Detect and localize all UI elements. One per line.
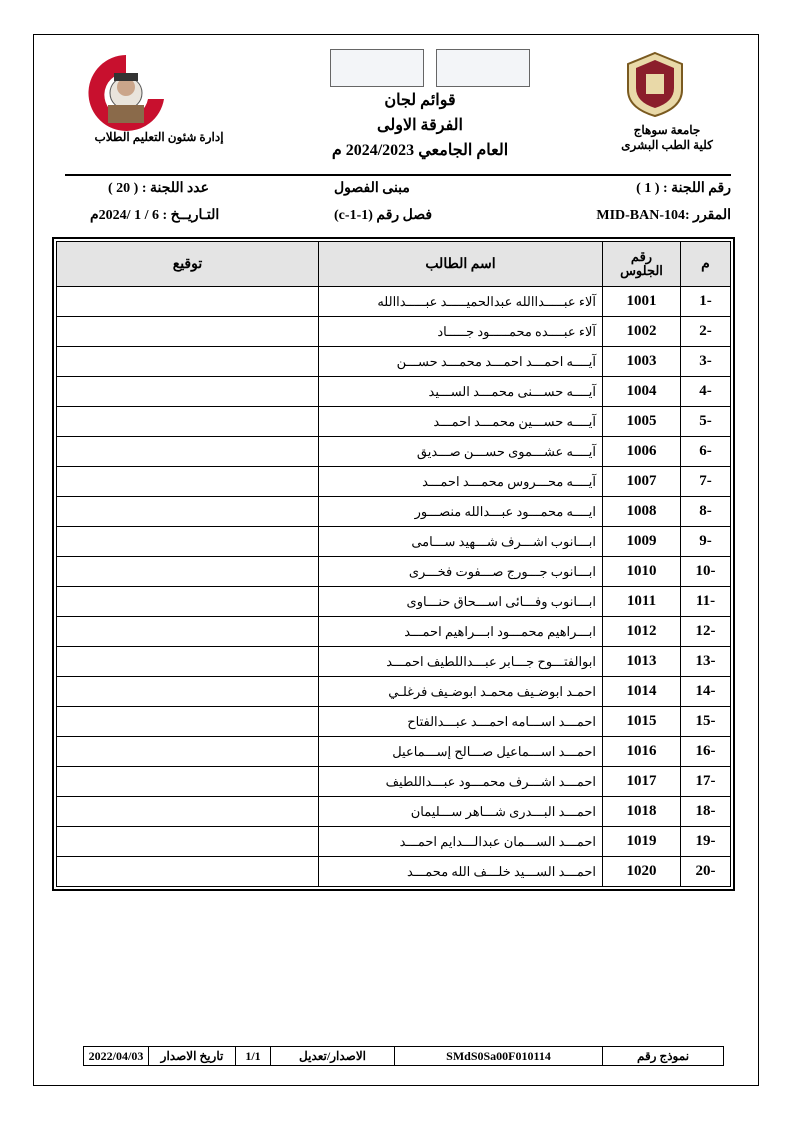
seat-number: 1007 [603,467,681,497]
student-name: آيــــه محـــروس محمـــد احمـــد [319,467,603,497]
course-code: المقرر :MID-BAN-104 [596,208,731,223]
signature-cell[interactable] [57,767,319,797]
issue-date-label: تاريخ الاصدار [148,1047,235,1065]
table-row [57,437,731,467]
table-row [57,797,731,827]
student-name: احمـــد الســـيد خلـــف الله محمـــد [319,857,603,887]
table-row [57,707,731,737]
seat-number: 1017 [603,767,681,797]
revision-value: 1/1 [235,1047,270,1065]
student-name: احمـــد اســـماعيل صـــالح إســـماعيل [319,737,603,767]
committee-number: رقم اللجنة : ( 1 ) [636,181,731,196]
student-name: آيــــه احمـــد احمـــد محمـــد حســـن [319,347,603,377]
table-row [57,647,731,677]
table-row [57,617,731,647]
row-index: -2 [681,317,731,347]
student-name: احمـــد اســـامه احمـــد عبـــدالفتاح [319,707,603,737]
signature-cell[interactable] [57,587,319,617]
row-index: -7 [681,467,731,497]
row-index: -19 [681,827,731,857]
student-name: احمـــد اشـــرف محمـــود عبـــداللطيف [319,767,603,797]
row-index: -6 [681,437,731,467]
student-name: آيــــه عشـــموى حســـن صـــديق [319,437,603,467]
exam-date: التـاريــخ : 6 / 1 /2024م [90,208,220,223]
seat-number: 1005 [603,407,681,437]
row-index: -12 [681,617,731,647]
student-name: احمـــد البـــدرى شـــاهر ســـليمان [319,797,603,827]
student-name: آيــــه حســـنى محمـــد الســـيد [319,377,603,407]
signature-cell[interactable] [57,857,319,887]
signature-cell[interactable] [57,737,319,767]
signature-header: توقيع [57,242,319,287]
table-row [57,377,731,407]
signature-cell[interactable] [57,647,319,677]
class-number: فصل رقم (1-1-c) [334,208,433,223]
table-row [57,407,731,437]
row-index: -17 [681,767,731,797]
student-name: ابـــراهيم محمـــود ابـــراهيم احمـــد [319,617,603,647]
faculty-name: كلية الطب البشرى [621,138,713,152]
signature-cell[interactable] [57,287,319,317]
university-name: جامعة سوهاج [633,123,701,137]
title-year-group: الفرقة الاولى [377,117,463,134]
form-footer [83,1046,724,1066]
student-name-header: اسم الطالب [319,242,603,287]
student-name: احمـــد الســـمان عبدالـــدايم احمـــد [319,827,603,857]
seat-number: 1014 [603,677,681,707]
row-index: -9 [681,527,731,557]
signature-cell[interactable] [57,347,319,377]
issue-date: 2022/04/03 [88,1048,144,1063]
row-index: -13 [681,647,731,677]
seat-number: 1009 [603,527,681,557]
building-name: مبنى الفصول [334,181,410,196]
student-name: ايــــه محمـــود عبـــدالله منصـــور [319,497,603,527]
row-index: -20 [681,857,731,887]
students-table [56,241,731,887]
signature-cell[interactable] [57,527,319,557]
seat-number: 1010 [603,557,681,587]
sohag-university-logo [624,50,686,118]
signature-cell[interactable] [57,617,319,647]
row-index: -14 [681,677,731,707]
title-committee-lists: قوائم لجان [384,92,456,109]
table-row [57,467,731,497]
iso-certificates [318,47,528,91]
students-table-frame [52,237,735,891]
table-row [57,497,731,527]
row-index: -11 [681,587,731,617]
table-row [57,347,731,377]
table-row [57,827,731,857]
seat-number: 1013 [603,647,681,677]
seat-number: 1001 [603,287,681,317]
iso-seal-left [330,49,424,87]
signature-cell[interactable] [57,677,319,707]
row-index: -1 [681,287,731,317]
seat-number: 1020 [603,857,681,887]
table-header-row [57,242,731,287]
seat-number: 1012 [603,617,681,647]
index-header: م [681,242,731,287]
seat-number: 1016 [603,737,681,767]
student-name: ابـــانوب جـــورج صـــفوت فخـــرى [319,557,603,587]
seat-number: 1002 [603,317,681,347]
seat-number-header: رقم الجلوس [603,242,681,287]
revision-label: الاصدار/تعديل [270,1047,394,1065]
row-index: -3 [681,347,731,377]
table-row [57,587,731,617]
seat-number: 1011 [603,587,681,617]
table-row [57,857,731,887]
table-row [57,287,731,317]
seat-number: 1003 [603,347,681,377]
seat-number: 1015 [603,707,681,737]
row-index: -16 [681,737,731,767]
student-name: آلاء عبـــــداالله عبدالحميـــــد عبـــــداالله [319,287,603,317]
header-divider [65,174,731,176]
row-index: -10 [681,557,731,587]
signature-cell[interactable] [57,497,319,527]
signature-cell[interactable] [57,707,319,737]
department-caption: إدارة شئون التعليم الطلاب [94,130,224,144]
seat-number: 1004 [603,377,681,407]
table-row [57,317,731,347]
document-title [290,88,550,163]
row-index: -8 [681,497,731,527]
seat-number: 1019 [603,827,681,857]
signature-cell[interactable] [57,317,319,347]
signature-cell[interactable] [57,467,319,497]
student-name: احمـد ابوضـيف محمـد ابوضـيف فرغلـي [319,677,603,707]
table-row [57,737,731,767]
row-index: -15 [681,707,731,737]
signature-cell[interactable] [57,557,319,587]
row-index: -5 [681,407,731,437]
committee-count: عدد اللجنة : ( 20 ) [108,181,209,196]
seat-number: 1006 [603,437,681,467]
student-name: ابـــانوب وفـــائى اســـحاق حنـــاوى [319,587,603,617]
table-row [57,527,731,557]
form-number-label: نموذج رقم [602,1047,723,1065]
title-academic-year: العام الجامعي 2024/2023 م [331,142,509,159]
student-name: ابوالفتـــوح جـــابر عبـــداللطيف احمـــد [319,647,603,677]
student-name: آلاء عبــــده محمـــــود جـــــاد [319,317,603,347]
row-index: -4 [681,377,731,407]
signature-cell[interactable] [57,827,319,857]
table-row [57,767,731,797]
faculty-caption [612,123,722,153]
table-row [57,557,731,587]
seat-number: 1018 [603,797,681,827]
student-affairs-logo [78,47,174,133]
row-index: -18 [681,797,731,827]
table-row [57,677,731,707]
student-name: ابـــانوب اشـــرف شـــهيد ســـامى [319,527,603,557]
seat-number: 1008 [603,497,681,527]
iso-seal-right [436,49,530,87]
student-name: آيــــه حســـين محمـــد احمـــد [319,407,603,437]
signature-cell[interactable] [57,377,319,407]
form-code: SMdS0Sa00F010114 [394,1047,602,1065]
signature-cell[interactable] [57,407,319,437]
signature-cell[interactable] [57,437,319,467]
signature-cell[interactable] [57,797,319,827]
